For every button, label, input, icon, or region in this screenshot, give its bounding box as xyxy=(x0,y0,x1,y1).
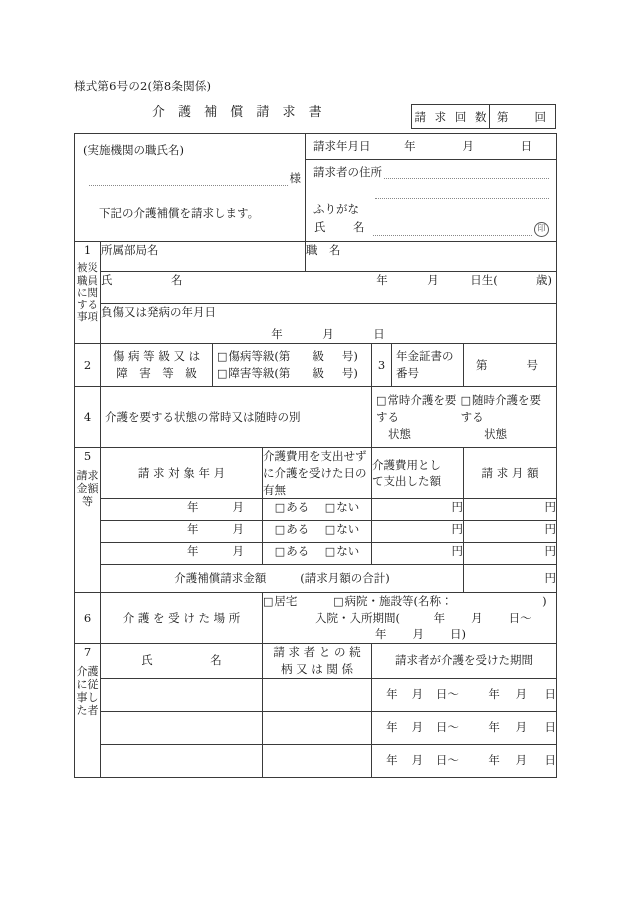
constant-care-option[interactable] xyxy=(376,392,457,442)
caregiver-relation-cell[interactable] xyxy=(263,711,372,744)
occasional-care-checkbox[interactable] xyxy=(461,393,472,407)
section2-options xyxy=(213,344,372,387)
seal-icon xyxy=(534,222,549,237)
facility-label: 病院・施設等(名称： xyxy=(344,593,453,608)
injury-day: 日 xyxy=(373,327,385,342)
stay-to-month: 月 xyxy=(412,627,424,642)
disability-grade-kyu: 級 xyxy=(312,365,324,380)
section4-options xyxy=(372,386,557,447)
row0-paid-yen: 円 xyxy=(451,500,464,515)
header-row xyxy=(75,134,557,242)
row1-no-checkbox[interactable] xyxy=(325,522,336,536)
claim-date-field[interactable] xyxy=(404,138,532,155)
stay-from-month: 月 xyxy=(471,610,483,625)
row2-no-label: ない xyxy=(336,544,360,559)
position-label: 職 名 xyxy=(306,242,341,257)
org-name-dotted-line xyxy=(89,174,288,186)
pension-number-prefix: 第 xyxy=(476,357,488,372)
c0-from-month: 月 xyxy=(411,686,424,701)
injury-month: 月 xyxy=(322,327,334,342)
section5-col-monthly: 請 求 月 額 xyxy=(464,448,557,499)
row0-year: 年 xyxy=(187,500,199,515)
home-label: 居宅 xyxy=(274,593,298,608)
stay-period-label: 入院・入所期間( xyxy=(315,610,400,625)
birth-year: 年 xyxy=(376,272,388,287)
caregiver-name-cell[interactable] xyxy=(101,711,263,744)
c1-to-year: 年 xyxy=(488,719,500,734)
caregiver-relation-cell[interactable] xyxy=(263,678,372,711)
row1-year: 年 xyxy=(187,522,199,537)
claimant-address-field[interactable] xyxy=(313,164,549,181)
monthly-claim-cell[interactable] xyxy=(464,499,557,521)
disability-grade-checkbox[interactable] xyxy=(217,366,228,380)
unpaid-line1: 介護費用を支出せず xyxy=(263,449,367,464)
table-row xyxy=(75,711,557,744)
section6-number: 6 xyxy=(75,592,101,643)
claim-count-label: 請 求 回 数 xyxy=(412,105,490,128)
section3-label-line2: 番号 xyxy=(396,365,420,380)
unpaid-cell[interactable] xyxy=(263,543,372,565)
section4-number: 4 xyxy=(75,386,101,447)
injury-date-field[interactable] xyxy=(101,303,557,343)
section7-side-label xyxy=(75,644,101,777)
section7-side-text: 介護に従事した者 xyxy=(76,664,99,718)
section1-number: 1 xyxy=(83,242,92,257)
caregiver-name-cell[interactable] xyxy=(101,744,263,777)
claim-date-row xyxy=(306,134,556,160)
page-title: 介 護 補 償 請 求 書 xyxy=(151,105,327,120)
c2-to-month: 月 xyxy=(515,752,528,767)
department-label: 所属部局名 xyxy=(101,242,159,257)
claimant-address-row xyxy=(306,160,556,200)
section7-col-relation xyxy=(263,644,372,678)
total-yen: 円 xyxy=(544,571,557,586)
relation-line1: 請 求 者 と の 続 xyxy=(273,645,361,660)
row1-no[interactable] xyxy=(325,521,359,538)
c2-from-month: 月 xyxy=(411,752,424,767)
row2-paid-yen: 円 xyxy=(451,544,464,559)
section7-number: 7 xyxy=(83,645,92,660)
section2-label xyxy=(101,344,213,387)
section6-row xyxy=(75,592,557,643)
section3-number: 3 xyxy=(372,344,392,387)
claim-count-suffix: 回 xyxy=(534,109,546,124)
monthly-claim-cell[interactable] xyxy=(464,521,557,543)
section1-row2 xyxy=(75,271,557,303)
c0-to-day: 日 xyxy=(544,686,557,701)
total-amount-cell[interactable] xyxy=(464,565,557,593)
claim-date-label: 請求年月日 xyxy=(313,139,371,153)
claim-date-year: 年 xyxy=(404,139,416,153)
birth-month: 月 xyxy=(427,272,439,287)
period-cell[interactable] xyxy=(101,499,263,521)
section5-side-label xyxy=(75,448,101,593)
claim-count-box xyxy=(411,104,556,129)
period-cell[interactable] xyxy=(101,543,263,565)
table-row xyxy=(75,678,557,711)
section2-label-line2: 障 害 等 級 xyxy=(116,365,197,380)
row2-month: 月 xyxy=(232,544,244,559)
claimant-name-field[interactable] xyxy=(313,219,549,236)
unpaid-line2: に介護を受けた日の xyxy=(263,465,367,480)
monthly-claim-cell[interactable] xyxy=(464,543,557,565)
period-cell[interactable] xyxy=(101,521,263,543)
main-form-table xyxy=(74,133,557,778)
disability-grade-go: 号) xyxy=(341,365,358,380)
row1-month: 月 xyxy=(232,522,244,537)
row2-claim-yen: 円 xyxy=(544,544,557,559)
occasional-care-label2: 状態 xyxy=(484,426,508,441)
claim-date-day: 日 xyxy=(520,139,533,153)
section7-col-name: 氏 名 xyxy=(101,644,263,678)
address-dotted-line-2 xyxy=(375,187,549,199)
row1-paid-yen: 円 xyxy=(451,522,464,537)
paid-line2: て支出した額 xyxy=(372,474,442,489)
honorific-sama: 様 xyxy=(289,170,302,185)
disability-grade-label: 障害等級(第 xyxy=(228,365,291,380)
address-dotted-line-1 xyxy=(384,167,549,179)
section1-row1 xyxy=(75,241,557,271)
injury-grade-option[interactable] xyxy=(217,348,367,365)
constant-care-label2: 状態 xyxy=(388,426,412,441)
row1-yes-label: ある xyxy=(286,522,310,537)
claimant-name-label: 氏 名 xyxy=(314,220,373,235)
claim-date-month: 月 xyxy=(462,139,474,153)
total-label: 介護補償請求金額 xyxy=(174,571,267,586)
section6-label: 介 護 を 受 け た 場 所 xyxy=(101,592,263,643)
claim-count-prefix: 第 xyxy=(497,109,509,124)
occasional-care-option[interactable] xyxy=(461,392,549,442)
section1-side-text: 被災職員に関する事項 xyxy=(77,262,98,324)
constant-care-label1: 常時介護を要する xyxy=(376,392,457,424)
paid-amount-cell[interactable] xyxy=(372,499,464,521)
row2-no[interactable] xyxy=(325,543,359,560)
section5-total-row xyxy=(75,565,557,593)
unpaid-cell[interactable] xyxy=(263,499,372,521)
section5-col-unpaid xyxy=(263,448,372,499)
c1-from-month: 月 xyxy=(411,719,424,734)
employee-name-field[interactable] xyxy=(101,271,557,303)
section2-label-line1: 傷 病 等 級 又 は xyxy=(112,349,201,364)
section5-col-paid xyxy=(372,448,464,499)
pension-number-suffix: 号 xyxy=(526,357,539,372)
facility-close-paren: ) xyxy=(542,593,547,608)
facility-option[interactable] xyxy=(301,594,452,608)
section5-number: 5 xyxy=(83,449,92,464)
position-field[interactable] xyxy=(306,241,557,271)
section1-side-label xyxy=(75,241,101,343)
section6-options xyxy=(263,592,557,643)
row1-claim-yen: 円 xyxy=(544,522,557,537)
section7-header-row xyxy=(75,644,557,678)
caregiver-period-cell[interactable] xyxy=(372,678,557,711)
row0-no-label: ない xyxy=(336,500,360,515)
claim-count-field[interactable] xyxy=(490,105,555,128)
section1-row3 xyxy=(75,303,557,343)
employee-birth-field[interactable] xyxy=(356,272,556,289)
home-checkbox[interactable] xyxy=(263,594,274,608)
row2-year: 年 xyxy=(187,544,199,559)
implementing-org-field[interactable] xyxy=(75,170,305,187)
section7-col-period: 請求者が介護を受けた期間 xyxy=(372,644,557,678)
section4-row xyxy=(75,386,557,447)
paid-amount-cell[interactable] xyxy=(372,521,464,543)
section3-label-line1: 年金証書の xyxy=(396,349,454,364)
paid-line1: 介護費用とし xyxy=(372,457,442,472)
department-field[interactable] xyxy=(101,241,306,271)
form-number: 様式第6号の2(第8条関係) xyxy=(74,79,212,93)
injury-date-label: 負傷又は発病の年月日 xyxy=(101,304,216,319)
row0-yes[interactable] xyxy=(275,499,309,516)
employee-name-label: 氏 名 xyxy=(101,272,189,287)
caregiver-name-cell[interactable] xyxy=(101,678,263,711)
section2-number: 2 xyxy=(75,344,101,387)
row0-claim-yen: 円 xyxy=(544,500,557,515)
table-row xyxy=(75,744,557,777)
unpaid-cell[interactable] xyxy=(263,521,372,543)
pension-number-field[interactable] xyxy=(464,344,557,387)
paid-amount-cell[interactable] xyxy=(372,543,464,565)
header-left-cell xyxy=(75,134,306,242)
stay-to-day: 日) xyxy=(450,627,466,642)
stay-from-year: 年 xyxy=(433,610,446,625)
implementing-org-label: (実施機関の職氏名) xyxy=(83,143,184,157)
injury-grade-go: 号) xyxy=(341,349,358,364)
stay-period-row-2[interactable] xyxy=(263,626,556,643)
total-label-cell xyxy=(101,565,464,593)
birth-age: 歳) xyxy=(536,272,553,287)
row2-no-checkbox[interactable] xyxy=(325,544,336,558)
c2-to-day: 日 xyxy=(544,752,557,767)
facility-checkbox[interactable] xyxy=(333,594,344,608)
injury-date-values[interactable] xyxy=(101,326,556,343)
stay-to-year: 年 xyxy=(375,627,387,642)
section3-label xyxy=(392,344,464,387)
birth-day: 日生( xyxy=(470,272,498,287)
row1-no-label: ない xyxy=(336,522,360,537)
row0-no-checkbox[interactable] xyxy=(325,500,336,514)
caregiver-period-cell[interactable] xyxy=(372,711,557,744)
c2-to-year: 年 xyxy=(488,752,500,767)
row2-yes-checkbox[interactable] xyxy=(275,544,286,558)
furigana-label: ふりがな xyxy=(313,202,360,217)
relation-line2: 柄 又 は 関 係 xyxy=(280,661,354,676)
injury-grade-label: 傷病等級(第 xyxy=(228,349,291,364)
table-row xyxy=(75,543,557,565)
row0-yes-label: ある xyxy=(286,500,310,515)
stay-period-row[interactable] xyxy=(263,610,556,627)
c0-to-month: 月 xyxy=(515,686,528,701)
c2-from-day: 日～ xyxy=(435,752,459,767)
injury-grade-checkbox[interactable] xyxy=(217,349,228,363)
c1-from-year: 年 xyxy=(386,719,398,734)
row2-yes-label: ある xyxy=(286,544,310,559)
claimant-address-label: 請求者の住所 xyxy=(313,164,383,179)
section2-3-row xyxy=(75,344,557,387)
total-note: (請求月額の合計) xyxy=(300,571,390,586)
injury-grade-kyu: 級 xyxy=(312,349,324,364)
request-statement: 下記の介護補償を請求します。 xyxy=(99,206,260,221)
c1-to-month: 月 xyxy=(515,719,528,734)
section4-label: 介護を要する状態の常時又は随時の別 xyxy=(101,386,372,447)
table-row xyxy=(75,499,557,521)
row1-yes[interactable] xyxy=(275,521,309,538)
constant-care-checkbox[interactable] xyxy=(376,393,387,407)
c1-to-day: 日 xyxy=(544,719,557,734)
table-row xyxy=(75,521,557,543)
caregiver-relation-cell[interactable] xyxy=(263,744,372,777)
claimant-address-field-2[interactable] xyxy=(313,187,549,199)
c2-from-year: 年 xyxy=(386,752,398,767)
care-location-options xyxy=(263,593,556,610)
header-right-cell xyxy=(306,134,557,242)
row0-month: 月 xyxy=(232,500,244,515)
name-dotted-line xyxy=(373,224,533,236)
caregiver-period-cell[interactable] xyxy=(372,744,557,777)
row2-yes[interactable] xyxy=(275,543,309,560)
c0-from-day: 日～ xyxy=(435,686,459,701)
stay-from-day: 日～ xyxy=(508,610,532,625)
section5-col-period: 請 求 対 象 年 月 xyxy=(101,448,263,499)
home-option[interactable] xyxy=(263,594,297,608)
c0-from-year: 年 xyxy=(386,686,398,701)
c1-from-day: 日～ xyxy=(435,719,459,734)
claimant-name-row xyxy=(306,199,556,240)
section5-header-row xyxy=(75,448,557,499)
injury-year: 年 xyxy=(271,327,283,342)
section5-side-text: 請求金額等 xyxy=(76,468,99,509)
unpaid-line3: 有無 xyxy=(263,482,286,497)
row0-yes-checkbox[interactable] xyxy=(275,500,286,514)
row1-yes-checkbox[interactable] xyxy=(275,522,286,536)
occasional-care-label1: 随時介護を要する xyxy=(460,392,542,424)
c0-to-year: 年 xyxy=(488,686,500,701)
disability-grade-option[interactable] xyxy=(217,365,367,382)
row0-no[interactable] xyxy=(325,499,359,516)
